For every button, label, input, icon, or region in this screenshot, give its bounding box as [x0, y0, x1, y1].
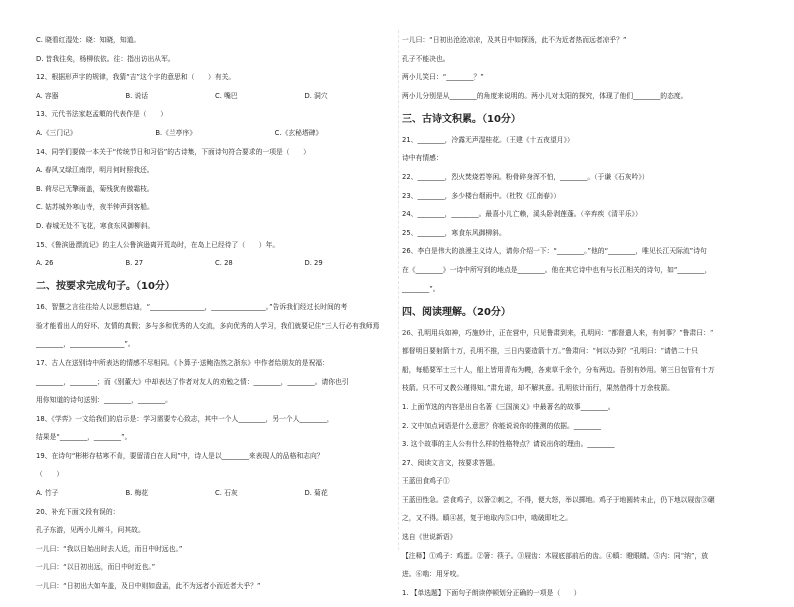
text-line: 20、补充下面文段有误的： — [36, 507, 120, 516]
option: D. 洞穴 — [304, 91, 328, 100]
option: D. 29 — [304, 259, 323, 268]
text-line: ________，________；而《别董大》中却表达了作者对友人的劝勉之情：________，________。请你也引 — [36, 377, 349, 386]
question-15: 15、《鲁滨逊漂流记》的主人公鲁滨逊离开荒岛时，在岛上已经待了（ ）年。 — [36, 240, 280, 249]
text-line: 24、________，________。最喜小儿亡赖，溪头卧剥莲蓬。（辛弃疾《清平乐》） — [402, 210, 642, 219]
text-line: 孔子东游，见两小儿辩斗，问其故。 — [36, 526, 145, 535]
text-line: 26、孔明用兵如神，巧施妙计，正在营中，只见鲁肃到来，孔明问：“都督遣人来，有何事？”鲁肃曰：“ — [402, 328, 714, 337]
text-line: 16、智慧之言往往给人以思想启迪，“________________，________________。”告诉我们经过长时间的考 — [36, 303, 348, 312]
text-line: 21、________，冷露无声湿桂花。（王建《十五夜望月》） — [402, 135, 574, 144]
question-12-options — [36, 92, 394, 101]
question-12: 12、根据形声字的规律，我猜“吉”这个字的意思和（ ）有关。 — [36, 73, 236, 82]
left-column — [36, 36, 394, 601]
text-line: 1. 【单选题】下面句子朗读停顿划分正确的一项是（ ） — [402, 588, 581, 597]
option: B. 说话 — [125, 91, 149, 100]
option: A.《三门记》 — [36, 128, 77, 137]
text-line: 船，每船要军士三十人，船上皆用青布为幔，各束草千余个，分布两边。吾别有妙用。第三日包管有十万 — [402, 365, 715, 374]
text-line: 都督明日要射箭十万，孔明不推，三日内要造箭十万。”鲁肃问：“何以办到？”孔明曰：“请借二十只 — [402, 347, 698, 356]
text-line: 选自《世说新语》 — [402, 533, 457, 542]
option: B. 梅花 — [125, 489, 149, 498]
text-line: 27、阅读文言文，按要求答题。 — [402, 458, 500, 467]
text-line: 25、________，寒食东风御柳斜。 — [402, 228, 506, 237]
text-line: 之，又不得。瞋④甚，复于地取内⑤口中，啮破即吐之。 — [402, 514, 572, 523]
text-line: 两小儿分别是从________的角度来说明的。两小儿对太阳的探究，体现了他们________的态度。 — [402, 91, 688, 100]
text-line: 一儿曰：“以日初出远，而日中时近也。” — [36, 563, 156, 572]
text-line: 一儿曰：“我以日始出时去人近，而日中时远也。” — [36, 544, 183, 553]
text-line: 王蓝田性急。尝食鸡子，以箸②刺之，不得，便大怒，举以掷地。鸡子于地圆转未止，仍下地以屐齿③碾 — [402, 495, 715, 504]
section-heading: 二、按要求完成句子。（10分） — [36, 281, 175, 293]
section-heading: 三、古诗文积累。（10分） — [402, 113, 521, 125]
option: C. 28 — [215, 259, 233, 268]
text-line: 一儿曰：“日初出沧沧凉凉，及其日中如探汤，此不为近者热而远者凉乎？” — [402, 36, 627, 44]
text-line: 26、李白是伟大的浪漫主义诗人，请你介绍一下：“________。”他的“________，唯见长江天际流”诗句 — [402, 247, 707, 256]
text-line: 在《________》一诗中所写到的地点是________。他在其它诗中也有与长江相关的诗句，如“________， — [402, 265, 712, 274]
text-line: 诗中有情感： — [402, 154, 443, 163]
text-line: 进。⑥啮：用牙咬。 — [402, 570, 464, 579]
text-line: ________”。 — [402, 284, 440, 293]
option: B. 27 — [125, 259, 144, 268]
text-line: 22、________，烈火焚烧若等闲。粉骨碎身浑不怕，________。（于谦《石灰吟》） — [402, 172, 649, 181]
text-line: 用你知道的诗句送别：________，________。 — [36, 396, 172, 405]
text-line: 【注释】①鸡子：鸡蛋。②箸：筷子。③屐齿：木屐底部前后的齿。④瞋：瞪眼睛。⑤内：同“纳”，放 — [402, 551, 709, 560]
section-heading: 四、阅读理解。（20分） — [402, 306, 511, 318]
option: A. 26 — [36, 259, 54, 268]
text-line: 王蓝田食鸡子① — [402, 477, 450, 486]
question-13: 13、元代书法家赵孟頫的代表作是（ ） — [36, 110, 167, 119]
text-line: 17、古人在送别诗中所表达的情感不尽相同。《卜算子·送鲍浩然之浙东》中作者给朋友的是祝福： — [36, 358, 329, 367]
text-line: 1. 上面节选的内容是出自名著《三国演义》中最著名的故事________。 — [402, 402, 615, 411]
text-line: 23、________，多少楼台烟雨中。（杜牧《江南春》） — [402, 191, 561, 200]
option-line: D. 春城无处不飞花，寒食东风御柳斜。 — [36, 221, 155, 230]
text-line: 3. 这个故事的主人公有什么样的性格特点？请说出你的理由。________ — [402, 440, 615, 449]
option-line: C. 姑苏城外寒山寺，夜半钟声到客船。 — [36, 203, 154, 212]
option-line: B. 荷尽已无擎雨盖，菊残犹有傲霜枝。 — [36, 184, 154, 193]
option-line: D. 昔我往矣，杨柳依依。往：指出访出从军。 — [36, 54, 175, 63]
text-line: 18、《学弈》一文给我们的启示是：学习需要专心致志，其中一个人________，另一个人________， — [36, 414, 334, 423]
option: A. 竹子 — [36, 489, 59, 498]
text-line: 孔子不能决也。 — [402, 54, 450, 63]
option: C. 嘴巴 — [215, 91, 238, 100]
question-15-options — [36, 259, 394, 268]
text-line: 结果是“________，________”。 — [36, 433, 132, 442]
column-divider — [398, 30, 399, 550]
question-14: 14、同学们要做一本关于“传统节日和习俗”的古诗集，下面诗句符合要求的一项是（ ） — [36, 147, 310, 156]
text-line: 一儿曰：“日初出大如车盖，及日中则如盘盂，此不为远者小而近者大乎？” — [36, 582, 261, 591]
option-line: A. 春风又绿江南岸，明月何时照我还。 — [36, 166, 154, 175]
question-13-options — [36, 129, 394, 138]
text-line: 枝箭。只不可又教公瑾得知。”肃允诺，却不解其意。孔明依计而行，果然借得十万余枝箭。 — [402, 384, 674, 393]
text-line: ________，________________”。 — [36, 340, 135, 349]
option: A. 容器 — [36, 91, 59, 100]
text-line: 2. 文中加点词语是什么意思？你能说说你的推测的依据。________ — [402, 421, 601, 430]
option: C.《玄秘塔碑》 — [274, 128, 323, 137]
option: C. 石灰 — [215, 489, 238, 498]
text-line: 19、在诗句“彬彬存枯寒不肯，要留清白在人间”中，诗人是以________来表现人的品格和志向？ — [36, 451, 324, 460]
text-line: 两小儿笑曰：“________？” — [402, 73, 484, 82]
option-line: C. 晓看红湿处：晓：知晓，知道。 — [36, 36, 141, 44]
text-line: （ ） — [36, 470, 64, 479]
option: B.《兰亭序》 — [155, 128, 197, 137]
text-line: 验才能看出人的好坏、友情的真假；多与多和优秀的人交流，多向优秀的人学习，我们就要记住“三人行必有我师焉 — [36, 321, 380, 330]
question-19-options — [36, 489, 394, 498]
right-column — [402, 36, 768, 607]
option: D. 菊花 — [304, 489, 328, 498]
